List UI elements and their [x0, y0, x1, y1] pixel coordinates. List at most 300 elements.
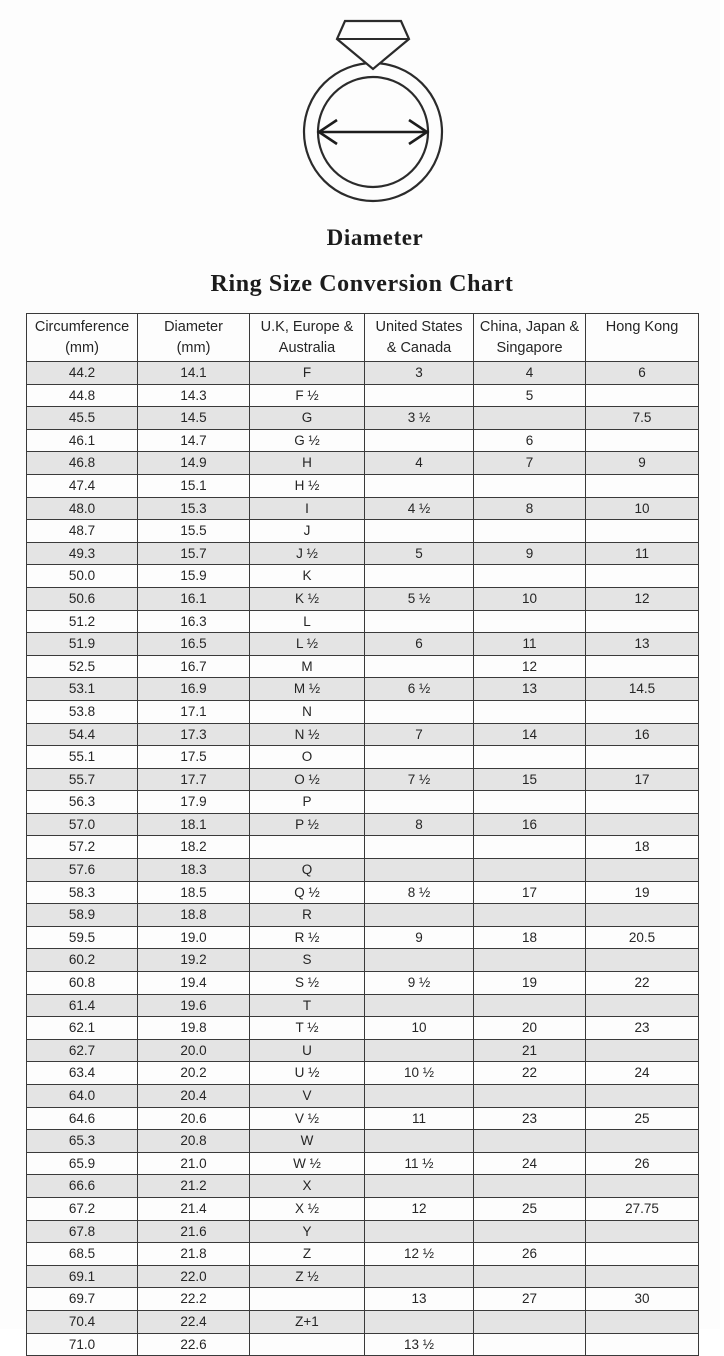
table-cell	[365, 836, 474, 859]
table-row	[27, 746, 699, 769]
table-cell: P ½	[250, 813, 365, 836]
table-row	[27, 700, 699, 723]
table-cell: 30	[586, 1288, 699, 1311]
table-row	[27, 1175, 699, 1198]
table-cell: 19.0	[138, 926, 250, 949]
table-cell: 57.6	[27, 859, 138, 882]
table-row	[27, 1017, 699, 1040]
table-cell	[586, 655, 699, 678]
table-cell: 67.8	[27, 1220, 138, 1243]
table-cell: M ½	[250, 678, 365, 701]
table-row	[27, 1333, 699, 1356]
table-cell: 27.75	[586, 1197, 699, 1220]
table-cell: 13 ½	[365, 1333, 474, 1356]
table-cell	[474, 949, 586, 972]
table-cell: T ½	[250, 1017, 365, 1040]
table-cell: 8	[365, 813, 474, 836]
table-cell: 8 ½	[365, 881, 474, 904]
table-cell	[586, 746, 699, 769]
table-cell: 12	[474, 655, 586, 678]
table-cell	[365, 1310, 474, 1333]
table-cell	[365, 655, 474, 678]
table-cell: 13	[365, 1288, 474, 1311]
table-cell: 70.4	[27, 1310, 138, 1333]
column-header-hong-kong: Hong Kong	[586, 314, 699, 362]
table-cell: 11	[586, 542, 699, 565]
table-cell	[365, 746, 474, 769]
table-cell	[586, 994, 699, 1017]
table-cell: U	[250, 1039, 365, 1062]
table-cell	[474, 565, 586, 588]
table-cell: 6	[474, 429, 586, 452]
table-cell: 19.6	[138, 994, 250, 1017]
table-row	[27, 791, 699, 814]
table-cell: 6 ½	[365, 678, 474, 701]
table-row	[27, 565, 699, 588]
table-cell: 25	[586, 1107, 699, 1130]
table-cell: 11 ½	[365, 1152, 474, 1175]
table-cell: 52.5	[27, 655, 138, 678]
table-cell	[250, 1288, 365, 1311]
table-cell: 66.6	[27, 1175, 138, 1198]
table-cell	[474, 1175, 586, 1198]
table-row	[27, 1085, 699, 1108]
table-row	[27, 1243, 699, 1266]
table-cell: 8	[474, 497, 586, 520]
table-cell: Z+1	[250, 1310, 365, 1333]
table-row	[27, 881, 699, 904]
table-row	[27, 949, 699, 972]
table-cell: T	[250, 994, 365, 1017]
table-cell: 6	[586, 362, 699, 385]
table-cell: G	[250, 407, 365, 430]
table-cell: 16	[586, 723, 699, 746]
table-cell: 48.0	[27, 497, 138, 520]
table-cell	[365, 610, 474, 633]
table-cell	[365, 859, 474, 882]
table-cell: 21.0	[138, 1152, 250, 1175]
table-cell	[586, 474, 699, 497]
table-cell: 15.7	[138, 542, 250, 565]
table-cell: 9	[474, 542, 586, 565]
table-cell: 44.8	[27, 384, 138, 407]
table-cell	[474, 1220, 586, 1243]
table-cell: 16.3	[138, 610, 250, 633]
table-cell: 65.3	[27, 1130, 138, 1153]
table-cell: 15.9	[138, 565, 250, 588]
table-cell: 19	[474, 972, 586, 995]
table-cell: 50.0	[27, 565, 138, 588]
table-row	[27, 474, 699, 497]
table-cell: 22	[474, 1062, 586, 1085]
table-cell: 10 ½	[365, 1062, 474, 1085]
table-cell: L	[250, 610, 365, 633]
table-cell: 3 ½	[365, 407, 474, 430]
table-cell: Y	[250, 1220, 365, 1243]
table-cell	[365, 384, 474, 407]
table-cell: 20.0	[138, 1039, 250, 1062]
table-cell: 14.7	[138, 429, 250, 452]
table-cell: K	[250, 565, 365, 588]
table-row	[27, 542, 699, 565]
table-cell	[474, 904, 586, 927]
table-cell	[250, 1333, 365, 1356]
table-cell: 15.3	[138, 497, 250, 520]
table-cell: 14	[474, 723, 586, 746]
table-cell: 21.8	[138, 1243, 250, 1266]
table-cell: Q	[250, 859, 365, 882]
table-cell: 12	[586, 587, 699, 610]
table-cell: 7	[474, 452, 586, 475]
column-header-diameter: Diameter (mm)	[138, 314, 250, 362]
table-cell	[365, 994, 474, 1017]
table-cell: 17.9	[138, 791, 250, 814]
page-title: Ring Size Conversion Chart	[210, 271, 514, 297]
table-cell	[474, 407, 586, 430]
table-cell: 16.9	[138, 678, 250, 701]
table-cell	[365, 1085, 474, 1108]
table-cell: S ½	[250, 972, 365, 995]
table-cell: 4	[474, 362, 586, 385]
table-cell: Z ½	[250, 1265, 365, 1288]
table-cell: 10	[474, 587, 586, 610]
table-cell	[586, 1085, 699, 1108]
table-cell	[586, 700, 699, 723]
table-cell: 5 ½	[365, 587, 474, 610]
table-cell: 64.6	[27, 1107, 138, 1130]
column-header-china-japan-singapore: China, Japan & Singapore	[474, 314, 586, 362]
table-cell: 58.3	[27, 881, 138, 904]
table-cell	[474, 1310, 586, 1333]
column-header-uk-europe-australia: U.K, Europe & Australia	[250, 314, 365, 362]
table-cell: H ½	[250, 474, 365, 497]
table-cell	[474, 836, 586, 859]
table-cell: 47.4	[27, 474, 138, 497]
table-cell: 18.5	[138, 881, 250, 904]
table-cell: 20.4	[138, 1085, 250, 1108]
table-cell	[365, 791, 474, 814]
table-cell: 48.7	[27, 520, 138, 543]
table-cell	[365, 949, 474, 972]
table-row	[27, 497, 699, 520]
conversion-table-body	[27, 362, 699, 1356]
table-cell: 20.5	[586, 926, 699, 949]
diameter-caption: Diameter	[326, 225, 424, 250]
table-row	[27, 1107, 699, 1130]
table-cell: 44.2	[27, 362, 138, 385]
table-cell: 54.4	[27, 723, 138, 746]
table-cell: 21.4	[138, 1197, 250, 1220]
table-cell	[365, 1220, 474, 1243]
table-row	[27, 452, 699, 475]
table-cell: 51.9	[27, 633, 138, 656]
table-cell: 18	[586, 836, 699, 859]
table-cell	[586, 791, 699, 814]
table-cell: V ½	[250, 1107, 365, 1130]
table-cell: 58.9	[27, 904, 138, 927]
column-header-us-canada: United States & Canada	[365, 314, 474, 362]
table-cell	[474, 610, 586, 633]
column-header-circumference: Circumference (mm)	[27, 314, 138, 362]
table-cell: 10	[365, 1017, 474, 1040]
table-cell: 15.1	[138, 474, 250, 497]
table-cell: Z	[250, 1243, 365, 1266]
table-cell: 20	[474, 1017, 586, 1040]
table-cell	[474, 700, 586, 723]
table-cell: 60.2	[27, 949, 138, 972]
table-cell: 18.2	[138, 836, 250, 859]
table-cell	[586, 610, 699, 633]
table-cell: 27	[474, 1288, 586, 1311]
table-cell: 68.5	[27, 1243, 138, 1266]
table-cell	[365, 520, 474, 543]
table-cell: G ½	[250, 429, 365, 452]
table-cell: F	[250, 362, 365, 385]
table-cell	[365, 474, 474, 497]
table-cell: 15.5	[138, 520, 250, 543]
table-cell: 69.1	[27, 1265, 138, 1288]
table-cell: 18.1	[138, 813, 250, 836]
table-row	[27, 407, 699, 430]
table-row	[27, 723, 699, 746]
table-cell: 16.5	[138, 633, 250, 656]
table-cell	[474, 1085, 586, 1108]
table-cell	[586, 904, 699, 927]
table-cell: 18.8	[138, 904, 250, 927]
table-cell	[586, 1220, 699, 1243]
table-cell: 15	[474, 768, 586, 791]
table-cell: 46.1	[27, 429, 138, 452]
table-row	[27, 1310, 699, 1333]
table-row	[27, 1130, 699, 1153]
table-row	[27, 836, 699, 859]
table-cell	[365, 1265, 474, 1288]
table-cell	[365, 1130, 474, 1153]
table-cell: 56.3	[27, 791, 138, 814]
table-cell: 13	[586, 633, 699, 656]
table-cell	[474, 1265, 586, 1288]
table-cell: 46.8	[27, 452, 138, 475]
table-cell: V	[250, 1085, 365, 1108]
table-cell: U ½	[250, 1062, 365, 1085]
table-cell: 59.5	[27, 926, 138, 949]
table-row	[27, 655, 699, 678]
table-cell: 24	[586, 1062, 699, 1085]
table-row	[27, 1152, 699, 1175]
table-cell: 53.8	[27, 700, 138, 723]
table-cell: O	[250, 746, 365, 769]
table-cell	[586, 1175, 699, 1198]
table-cell: 7 ½	[365, 768, 474, 791]
table-cell: J	[250, 520, 365, 543]
table-cell: 22.0	[138, 1265, 250, 1288]
table-cell	[474, 474, 586, 497]
table-cell: 18.3	[138, 859, 250, 882]
table-cell: 65.9	[27, 1152, 138, 1175]
table-cell	[474, 1130, 586, 1153]
table-cell: 5	[474, 384, 586, 407]
table-row	[27, 362, 699, 385]
table-cell: 63.4	[27, 1062, 138, 1085]
table-row	[27, 587, 699, 610]
table-row	[27, 1220, 699, 1243]
table-cell: W ½	[250, 1152, 365, 1175]
table-row	[27, 678, 699, 701]
table-row	[27, 633, 699, 656]
table-row	[27, 520, 699, 543]
table-cell: 61.4	[27, 994, 138, 1017]
table-cell	[586, 429, 699, 452]
table-cell: 11	[474, 633, 586, 656]
table-row	[27, 429, 699, 452]
table-cell: 62.7	[27, 1039, 138, 1062]
table-cell: 25	[474, 1197, 586, 1220]
table-cell: 17.5	[138, 746, 250, 769]
table-cell: X ½	[250, 1197, 365, 1220]
table-cell: 17.1	[138, 700, 250, 723]
table-cell: 20.6	[138, 1107, 250, 1130]
table-cell: 9	[365, 926, 474, 949]
table-cell	[474, 1333, 586, 1356]
table-cell: 57.2	[27, 836, 138, 859]
table-cell: K ½	[250, 587, 365, 610]
table-cell: L ½	[250, 633, 365, 656]
table-cell: 22.6	[138, 1333, 250, 1356]
table-cell: 49.3	[27, 542, 138, 565]
table-cell	[586, 1310, 699, 1333]
table-cell: 20.8	[138, 1130, 250, 1153]
table-cell	[250, 836, 365, 859]
table-cell: 69.7	[27, 1288, 138, 1311]
table-cell: 26	[586, 1152, 699, 1175]
table-cell: 55.7	[27, 768, 138, 791]
table-cell	[474, 994, 586, 1017]
table-cell: F ½	[250, 384, 365, 407]
table-cell: 5	[365, 542, 474, 565]
table-cell: 12 ½	[365, 1243, 474, 1266]
table-cell: 17.7	[138, 768, 250, 791]
table-cell: 19	[586, 881, 699, 904]
table-row	[27, 1288, 699, 1311]
table-cell: 16	[474, 813, 586, 836]
table-cell	[586, 1039, 699, 1062]
table-cell	[474, 791, 586, 814]
table-cell: 13	[474, 678, 586, 701]
table-cell: N	[250, 700, 365, 723]
table-cell: 67.2	[27, 1197, 138, 1220]
ring-diamond-icon	[287, 13, 459, 205]
table-cell: 4 ½	[365, 497, 474, 520]
table-row	[27, 610, 699, 633]
table-row	[27, 859, 699, 882]
table-row	[27, 1197, 699, 1220]
table-cell	[365, 565, 474, 588]
table-cell: 21	[474, 1039, 586, 1062]
table-cell: 14.9	[138, 452, 250, 475]
table-cell: 51.2	[27, 610, 138, 633]
conversion-table	[26, 313, 699, 1356]
table-cell: 14.5	[586, 678, 699, 701]
table-cell: R ½	[250, 926, 365, 949]
table-cell: 3	[365, 362, 474, 385]
table-cell: 45.5	[27, 407, 138, 430]
table-row	[27, 384, 699, 407]
table-cell: 10	[586, 497, 699, 520]
table-cell: 50.6	[27, 587, 138, 610]
table-cell: 11	[365, 1107, 474, 1130]
table-cell	[586, 565, 699, 588]
table-cell: 12	[365, 1197, 474, 1220]
table-cell	[586, 1265, 699, 1288]
table-cell: 17.3	[138, 723, 250, 746]
table-row	[27, 926, 699, 949]
table-cell: 23	[586, 1017, 699, 1040]
table-cell	[474, 859, 586, 882]
table-cell: 22.4	[138, 1310, 250, 1333]
table-cell	[586, 859, 699, 882]
table-cell: 64.0	[27, 1085, 138, 1108]
table-cell	[586, 384, 699, 407]
table-cell	[586, 1130, 699, 1153]
table-cell: 6	[365, 633, 474, 656]
table-cell: J ½	[250, 542, 365, 565]
table-cell: 62.1	[27, 1017, 138, 1040]
table-cell	[586, 949, 699, 972]
table-cell: 19.2	[138, 949, 250, 972]
table-cell: 23	[474, 1107, 586, 1130]
table-cell: 26	[474, 1243, 586, 1266]
table-cell	[365, 429, 474, 452]
table-cell	[586, 520, 699, 543]
table-cell: 71.0	[27, 1333, 138, 1356]
table-row	[27, 994, 699, 1017]
table-cell: O ½	[250, 768, 365, 791]
table-row	[27, 1265, 699, 1288]
table-cell: 55.1	[27, 746, 138, 769]
table-row	[27, 1062, 699, 1085]
table-cell	[474, 746, 586, 769]
table-cell: 16.7	[138, 655, 250, 678]
table-cell: 24	[474, 1152, 586, 1175]
table-cell: 9	[586, 452, 699, 475]
table-cell: 7.5	[586, 407, 699, 430]
table-cell: 19.4	[138, 972, 250, 995]
table-cell: W	[250, 1130, 365, 1153]
table-cell: R	[250, 904, 365, 927]
table-row	[27, 768, 699, 791]
table-cell: 9 ½	[365, 972, 474, 995]
table-cell: Q ½	[250, 881, 365, 904]
table-cell: 7	[365, 723, 474, 746]
table-row	[27, 972, 699, 995]
table-cell: 14.1	[138, 362, 250, 385]
table-cell: 21.6	[138, 1220, 250, 1243]
table-cell: 16.1	[138, 587, 250, 610]
table-cell: 18	[474, 926, 586, 949]
table-cell: 20.2	[138, 1062, 250, 1085]
table-cell: 22.2	[138, 1288, 250, 1311]
table-cell	[365, 1175, 474, 1198]
table-cell: N ½	[250, 723, 365, 746]
table-cell: S	[250, 949, 365, 972]
table-cell: 17	[474, 881, 586, 904]
table-row	[27, 904, 699, 927]
table-header-row	[27, 314, 699, 362]
table-cell: 19.8	[138, 1017, 250, 1040]
table-cell	[365, 700, 474, 723]
table-cell: M	[250, 655, 365, 678]
table-cell	[365, 904, 474, 927]
